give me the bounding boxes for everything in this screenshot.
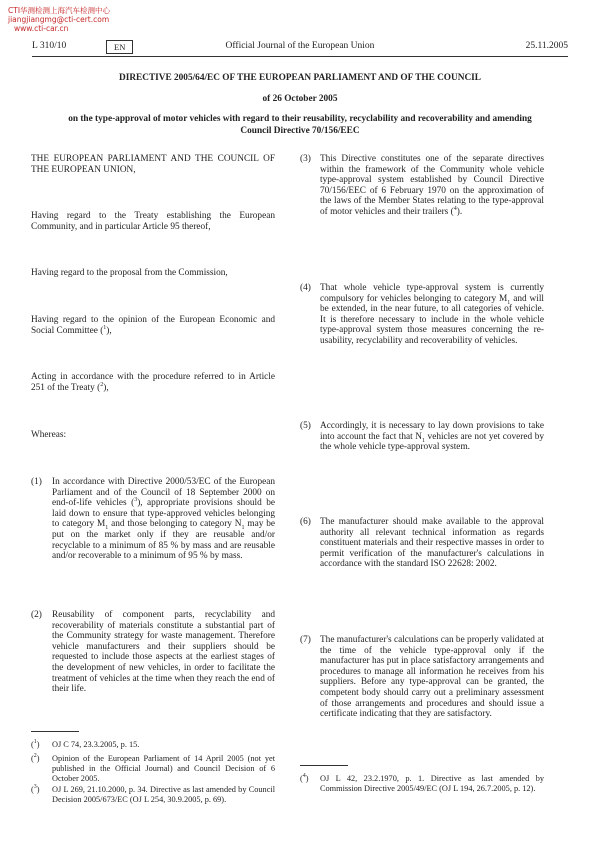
watermark-line-1: CTI华测检测上海汽车检测中心 (8, 6, 111, 15)
watermark-line-3: www.cti-car.cn (14, 24, 69, 33)
footnote-1: OJ C 74, 23.3.2005, p. 15. (52, 740, 140, 749)
recital-2: Reusability of component parts, recyclability and recoverability of materials constitute a substantial part of the Community strategy for waste management. Therefore vehicle manufacturers and their suppliers should be requested to include those aspects at the earliest stages of the development of new vehicles, in order to facilitate the treatment of vehicles at the time when they reach the end of their life. (52, 610, 275, 695)
acting-paragraph: Acting in accordance with the procedure referred to in Article 251 of the Treaty ($^2$), (31, 372, 275, 393)
opinion-paragraph: Having regard to the opinion of the European Economic and Social Committee ($^1$), (31, 315, 275, 336)
title-subject: on the type-approval of motor vehicles with regard to their reusability, recyclability and recoverability and amending Council Directive 70/156/EEC (68, 114, 532, 136)
recital-3: This Directive constitutes one of the separate directives within the framework of the Community whole vehicle type-approval system established by Council Directive 70/156/EEC of 6 February 1970 on the approximation of the laws of the Member States relating to the type-approval of motor vehicles and their trailers ($^4$). (320, 154, 544, 217)
footnote-mark-3: ($^3$) (31, 784, 40, 794)
page-reference: L 310/10 (32, 41, 67, 51)
footnote-ref-2: 2 (100, 381, 104, 388)
footnote-3: OJ L 269, 21.10.2000, p. 34. Directive as last amended by Council Decision 2005/673/EC (OJ L 254, 30.9.2005, p. 69). (52, 785, 275, 804)
footnote-ref-4: 4 (453, 205, 457, 212)
intro-paragraph: THE EUROPEAN PARLIAMENT AND THE COUNCIL OF THE EUROPEAN UNION, (31, 154, 275, 175)
footnote-mark-2: ($^2$) (31, 753, 40, 763)
recital-number-5: (5) (300, 421, 311, 431)
whereas-heading: Whereas: (31, 430, 67, 440)
recital-5: Accordingly, it is necessary to lay down provisions to take into account the fact that $N_1$ vehicles are not yet covered by the whole vehicle type-approval system. (320, 421, 545, 453)
recital-number-3: (3) (300, 154, 311, 164)
publication-date: 25.11.2005 (525, 41, 568, 51)
language-badge: EN (106, 40, 133, 54)
footnote-2: Opinion of the European Parliament of 14 April 2005 (not yet published in the Official Journal) and Council Decision of 6 October 2005. (52, 754, 275, 783)
footnote-ref-3: 3 (134, 497, 138, 504)
title-directive: DIRECTIVE 2005/64/EC OF THE EUROPEAN PARLIAMENT AND OF THE COUNCIL (118, 73, 482, 83)
recital-6: The manufacturer should make available to the approval authority all relevant technical information as regards constituent materials and their respective masses in order to permit verification of the manufacturer's calculations in accordance with the standard ISO 22628: 2002. (320, 517, 544, 570)
footnote-mark-1: ($^1$) (31, 739, 40, 749)
journal-title: Official Journal of the European Union (225, 41, 375, 51)
watermark-line-2: jiangjiangmg@cti-cert.com (8, 15, 110, 24)
footnote-ref-1: 1 (103, 324, 107, 331)
recital-number-1: (1) (31, 477, 42, 487)
journal-header (32, 40, 568, 54)
recital-1: In accordance with Directive 2000/53/EC of the European Parliament and of the Council of 18 September 2000 on end-of-life vehicles ($^3$), appropriate provisions should be laid down to ensure that type-approved vehicles belonging to category $M_1$ and those belonging to category $N_1$ may be put on the market only if they are reusable and/or recyclable to a minimum of 85 % by mass and are reusable and/or recoverable to a minimum of 95 % by mass. (52, 477, 276, 562)
document-title (60, 73, 540, 137)
recital-7: The manufacturer's calculations can be properly validated at the time of the vehicle type-approval only if the manufacturer has put in place satisfactory arrangements and procedures to manage all information he receives from his suppliers. Before any type-approval can be granted, the competent body should carry out a preliminary assessment of those arrangements and procedures and should issue a certificate indicating that they are satisfactory. (320, 635, 544, 720)
treaty-paragraph: Having regard to the Treaty establishing the European Community, and in particular Article 95 thereof, (31, 211, 275, 232)
watermark (8, 6, 110, 33)
recital-number-4: (4) (300, 283, 311, 293)
title-date: of 26 October 2005 (262, 93, 338, 104)
footnote-4: OJ L 42, 23.2.1970, p. 1. Directive as last amended by Commission Directive 2005/49/EC (OJ L 194, 26.7.2005, p. 12). (320, 774, 544, 793)
footnote-divider-left (31, 731, 79, 732)
proposal-paragraph: Having regard to the proposal from the Commission, (31, 268, 228, 278)
recital-number-7: (7) (300, 635, 311, 645)
footnote-divider-right (300, 765, 348, 766)
recital-4: That whole vehicle type-approval system is currently compulsory for vehicles belonging to category $M_1$ and will be extended, in the near future, to all categories of vehicle. It is therefore necessary to include in the whole vehicle type-approval system those measures concerning the re-usability, recyclability and recoverability of vehicles. (320, 283, 544, 346)
recital-number-6: (6) (300, 517, 311, 527)
footnote-mark-4: ($^4$) (300, 773, 309, 783)
header-divider (32, 56, 568, 57)
recital-number-2: (2) (31, 610, 42, 620)
